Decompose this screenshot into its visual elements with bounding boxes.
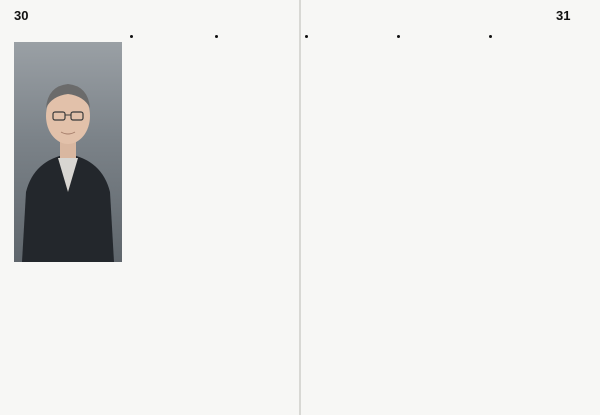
left-page-number: 30 (14, 8, 29, 23)
article-column-5 (489, 34, 587, 406)
article-section (397, 34, 483, 49)
article-column-3 (305, 34, 391, 406)
article-column-2 (215, 34, 293, 406)
portrait-photo (14, 42, 122, 262)
article-section (215, 34, 293, 49)
section-subhead (397, 34, 483, 41)
bullet-dot-icon (215, 35, 218, 38)
article-paragraph (305, 43, 391, 49)
portrait-illustration (14, 42, 122, 262)
bullet-dot-icon (305, 35, 308, 38)
article-lead (14, 322, 124, 406)
article-headline (14, 268, 124, 318)
bullet-dot-icon (489, 35, 492, 38)
section-subhead (215, 34, 293, 41)
article-section (489, 34, 587, 49)
article-column-4 (397, 34, 483, 406)
article-paragraph (130, 43, 208, 49)
section-subhead (305, 34, 391, 41)
side-vertical-text (3, 60, 9, 150)
article-paragraph (397, 43, 483, 49)
bullet-dot-icon (397, 35, 400, 38)
right-page-number: 31 (556, 8, 571, 23)
bullet-dot-icon (130, 35, 133, 38)
article-paragraph (489, 43, 587, 49)
article-paragraph (215, 43, 293, 49)
article-section (305, 34, 391, 49)
section-label (38, 12, 158, 20)
page-gutter (299, 0, 301, 415)
section-subhead (489, 34, 587, 41)
article-section (130, 34, 208, 49)
section-subhead (130, 34, 208, 41)
article-column-1 (130, 34, 208, 406)
